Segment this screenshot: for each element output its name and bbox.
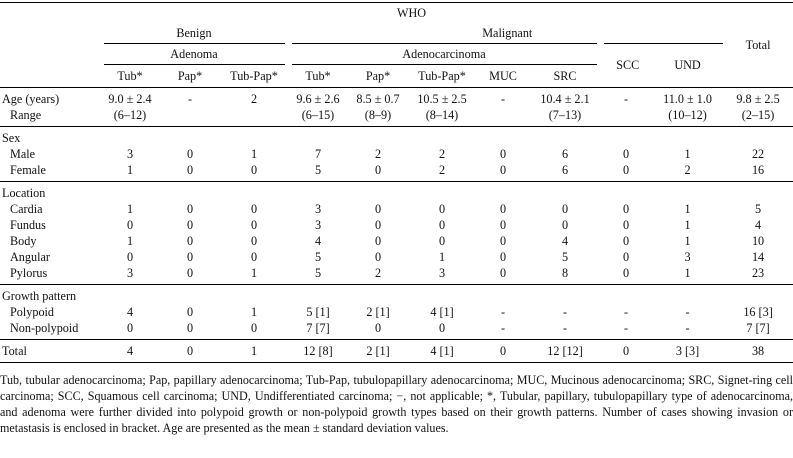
table-cell: 11.0 ± 1.0	[663, 91, 712, 106]
table-cell: 0	[250, 217, 258, 232]
table-cell: 1	[220, 340, 288, 363]
table-footnote: Tub, tubular adenocarcinoma; Pap, papillary adenocarcinoma; Tub-Pap, tubulopapillary adenocarcinoma; MUC, Mucinous adenocarcinoma; SRC, Signet-ring cell carcinoma; SCC, Squamous cell carcinoma; UND, Undifferentiated carcinoma; −, not applicable; *, Tubular, papillary, tubulopapillary type of adenocarcinoma, and adenoma were further divided into polypoid growth or non-polypoid growth types based on their growth patterns. Number of cases showing invasion or metastasis is enclosed in bracket. Age are presented as the mean ± standard deviation values.	[0, 373, 793, 435]
table-cell: 1	[250, 265, 258, 280]
age-range-row	[0, 107, 793, 123]
table-row	[0, 233, 793, 249]
table-cell: 2	[438, 162, 446, 177]
table-cell	[160, 107, 220, 123]
table-cell: 3	[126, 265, 134, 280]
table-cell: 0	[126, 249, 134, 264]
table-cell: (2–15)	[741, 107, 775, 122]
table-row	[0, 162, 793, 178]
adenocarcinoma-pap-header: Pap*	[348, 65, 408, 88]
table-cell: 2 [1]	[366, 304, 390, 319]
table-cell: 0	[622, 146, 630, 161]
table-cell: (8–14)	[425, 107, 459, 122]
age-row	[0, 91, 793, 107]
row-label: Male	[10, 146, 36, 161]
table-cell: 5	[561, 249, 569, 264]
table-cell: 2	[374, 265, 382, 280]
table-cell: 0	[600, 340, 652, 363]
table-cell: 0	[374, 233, 382, 248]
table-cell: 0	[186, 265, 194, 280]
table-row	[0, 217, 793, 233]
table-cell: 0	[186, 201, 194, 216]
adenocarcinoma-tub-header: Tub*	[288, 65, 348, 88]
table-cell: 4	[755, 217, 762, 232]
table-cell: 0	[126, 217, 134, 232]
growth-header-row	[0, 288, 793, 304]
section-label-sex: Sex	[2, 130, 21, 145]
table-cell: 1	[126, 233, 134, 248]
table-cell	[600, 107, 652, 123]
table-cell: 0	[499, 265, 507, 280]
table-cell: 0	[374, 217, 382, 232]
total-header: Total	[723, 3, 793, 88]
section-label-growth: Growth pattern	[2, 288, 77, 303]
table-cell: 5	[314, 249, 322, 264]
table-cell: 1	[250, 304, 258, 319]
table-cell: 1	[250, 146, 258, 161]
table-cell: 10.5 ± 2.5	[417, 91, 467, 106]
table-cell: 0	[374, 320, 382, 335]
table-cell: -	[685, 320, 690, 335]
table-cell: 1	[684, 233, 691, 248]
table-cell: 0	[186, 162, 194, 177]
table-cell: -	[562, 320, 568, 335]
header-row-1	[0, 3, 793, 24]
table-cell: 0	[499, 249, 507, 264]
table-cell: 0	[374, 162, 382, 177]
table-cell: 0	[499, 233, 507, 248]
table-cell: 7 [7]	[306, 320, 330, 335]
table-cell: 2	[250, 91, 258, 106]
table-cell: 10.4 ± 2.1	[540, 91, 590, 106]
table-cell: (8–9)	[364, 107, 392, 122]
table-cell: 3 [3]	[652, 340, 723, 363]
table-cell: 6	[561, 146, 569, 161]
table-cell: 0	[438, 201, 446, 216]
adenoma-tubpap-header: Tub-Pap*	[220, 65, 288, 88]
benign-header: Benign	[100, 23, 288, 44]
row-label: Body	[10, 233, 37, 248]
table-row	[0, 201, 793, 217]
who-header: WHO	[396, 5, 427, 20]
table-cell: -	[623, 91, 629, 106]
table-cell: 4 [1]	[408, 340, 476, 363]
table-cell: 4	[126, 304, 134, 319]
total-label: Total	[0, 340, 100, 363]
section-label-location: Location	[2, 185, 46, 200]
row-label: Female	[10, 162, 46, 177]
table-cell: 0	[250, 233, 258, 248]
table-cell: -	[685, 304, 690, 319]
table-cell: 16	[751, 162, 765, 177]
table-cell: 0	[622, 162, 630, 177]
table-cell: 0	[250, 320, 258, 335]
table-cell: 10	[751, 233, 765, 248]
table-cell: 0	[250, 162, 258, 177]
table-cell: 0	[438, 320, 446, 335]
adenocarcinoma-header: Adenocarcinoma	[288, 44, 600, 65]
und-header: UND	[652, 44, 723, 88]
table-cell: 4	[314, 233, 322, 248]
table-cell: 23	[751, 265, 765, 280]
table-cell: 0	[186, 217, 194, 232]
table-cell: 7 [7]	[746, 320, 770, 335]
table-cell: 22	[751, 146, 765, 161]
adenocarcinoma-src-header: SRC	[530, 65, 600, 88]
table-cell: 0	[186, 320, 194, 335]
table-cell: 8	[561, 265, 569, 280]
table-cell: 0	[561, 217, 569, 232]
table-cell: (6–15)	[301, 107, 335, 122]
table-cell: 5	[314, 162, 322, 177]
table-cell: 9.6 ± 2.6	[296, 91, 340, 106]
header-row-2	[0, 23, 793, 44]
table-cell: 1	[684, 217, 691, 232]
adenoma-tub-header: Tub*	[100, 65, 160, 88]
adenoma-pap-header: Pap*	[160, 65, 220, 88]
table-cell: 5 [1]	[306, 304, 330, 319]
table-cell: 3	[684, 249, 691, 264]
row-label: Cardia	[10, 201, 43, 216]
table-cell: (7–13)	[548, 107, 582, 122]
table-cell: 0	[622, 249, 630, 264]
table-cell: -	[562, 304, 568, 319]
table-cell: 38	[723, 340, 793, 363]
table-cell: 0	[186, 304, 194, 319]
location-header-row	[0, 185, 793, 201]
table-cell: -	[623, 320, 629, 335]
table-cell: 6	[561, 162, 569, 177]
table-cell: 3	[126, 146, 134, 161]
table-cell: 0	[499, 201, 507, 216]
table-row	[0, 320, 793, 336]
table-cell: 1	[126, 201, 134, 216]
table-cell: (10–12)	[668, 107, 707, 122]
table-cell: 3	[438, 265, 446, 280]
table-cell: 12 [8]	[288, 340, 348, 363]
row-label: Fundus	[10, 217, 46, 232]
adenocarcinoma-tubpap-header: Tub-Pap*	[408, 65, 476, 88]
table-cell: 0	[622, 201, 630, 216]
table-cell: 12 [12]	[530, 340, 600, 363]
table-cell: 2	[374, 146, 382, 161]
table-cell: 0	[499, 162, 507, 177]
table-cell: 0	[438, 233, 446, 248]
table-cell: 4	[100, 340, 160, 363]
table-cell: 1	[684, 201, 691, 216]
table-row	[0, 249, 793, 265]
table-cell: 0	[126, 320, 134, 335]
table-cell: 5	[314, 265, 322, 280]
table-cell: 0	[622, 233, 630, 248]
table-cell: -	[500, 304, 506, 319]
table-cell: 16 [3]	[743, 304, 773, 319]
range-label: Range	[10, 107, 42, 122]
table-cell: 1	[438, 249, 446, 264]
table-cell: 0	[186, 146, 194, 161]
table-row	[0, 265, 793, 281]
table-cell: 0	[250, 201, 258, 216]
table-cell: 14	[751, 249, 765, 264]
table-cell: 2 [1]	[348, 340, 408, 363]
row-label: Pylorus	[10, 265, 48, 280]
table-cell: 2	[438, 146, 446, 161]
header-row-3	[0, 44, 793, 65]
table-cell: 2	[684, 162, 691, 177]
table-cell: 4	[561, 233, 569, 248]
row-label: Polypoid	[10, 304, 55, 319]
table-row	[0, 146, 793, 162]
sex-header-row	[0, 130, 793, 146]
table-cell: 0	[561, 201, 569, 216]
table-cell: 0	[476, 340, 530, 363]
table-cell: 0	[186, 249, 194, 264]
table-cell: -	[187, 91, 193, 106]
table-cell: 1	[684, 146, 691, 161]
row-label: Non-polypoid	[10, 320, 79, 335]
table-cell: 1	[684, 265, 691, 280]
table-cell: 5	[755, 201, 762, 216]
table-cell: 0	[499, 146, 507, 161]
table-cell: 0	[186, 233, 194, 248]
age-label: Age (years)	[2, 91, 60, 106]
table-cell: 0	[499, 217, 507, 232]
table-cell: -	[500, 320, 506, 335]
table-cell: 0	[250, 249, 258, 264]
adenocarcinoma-muc-header: MUC	[476, 65, 530, 88]
malignant-header: Malignant	[288, 23, 723, 44]
table-cell: 7	[314, 146, 322, 161]
total-row	[0, 340, 793, 363]
table-cell	[476, 107, 530, 123]
table-cell: 8.5 ± 0.7	[356, 91, 400, 106]
table-cell: 9.0 ± 2.4	[108, 91, 152, 106]
table-cell: -	[500, 91, 506, 106]
table-cell: -	[623, 304, 629, 319]
table-cell: 0	[374, 201, 382, 216]
table-row	[0, 304, 793, 320]
table-cell: 3	[314, 201, 322, 216]
table-cell: 1	[126, 162, 134, 177]
table-cell: 9.8 ± 2.5	[736, 91, 780, 106]
table-cell: 0	[622, 217, 630, 232]
table-cell: (6–12)	[113, 107, 147, 122]
table-cell: 3	[314, 217, 322, 232]
data-table	[0, 2, 793, 363]
row-label: Angular	[10, 249, 50, 264]
table-cell: 0	[374, 249, 382, 264]
scc-header: SCC	[600, 44, 652, 88]
table-cell	[220, 107, 288, 123]
adenoma-header: Adenoma	[100, 44, 288, 65]
table-cell: 0	[160, 340, 220, 363]
table-cell: 4 [1]	[430, 304, 454, 319]
table-cell: 0	[438, 217, 446, 232]
table-cell: 0	[622, 265, 630, 280]
